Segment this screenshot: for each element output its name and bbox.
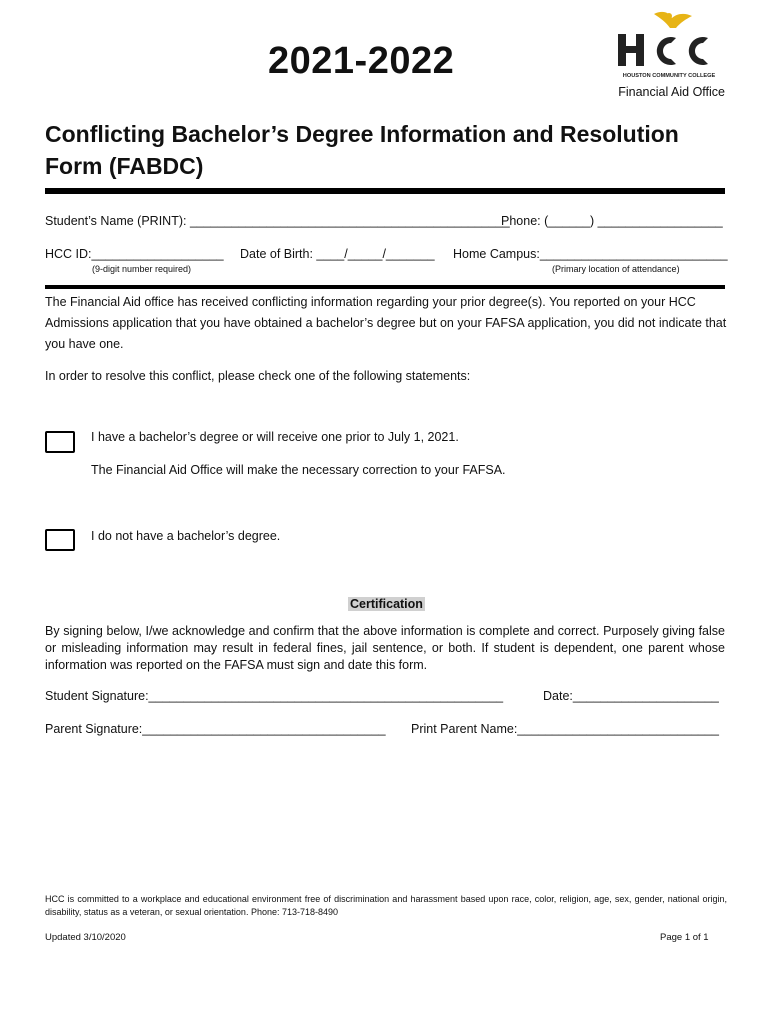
option-2-label: I do not have a bachelor’s degree. bbox=[91, 529, 281, 543]
hcc-letters bbox=[618, 34, 708, 66]
option-2-checkbox[interactable] bbox=[45, 529, 75, 551]
parent-signature-field[interactable]: Parent Signature:___________________________________ bbox=[45, 722, 386, 736]
eagle-icon bbox=[654, 12, 692, 28]
hcc-logo bbox=[614, 8, 724, 80]
certification-text: By signing below, I/we acknowledge and confirm that the above information is complete and correct. Purposely giving false or misleading information may result in federal fines, jail sentence, or both. If student is dependent, one parent whose information was reported on the FAFSA must sign and date this form. bbox=[45, 624, 725, 672]
option-1-label: I have a bachelor’s degree or will receive one prior to July 1, 2021. bbox=[91, 430, 459, 444]
option-1-note: The Financial Aid Office will make the necessary correction to your FAFSA. bbox=[91, 463, 506, 477]
page-number: Page 1 of 1 bbox=[660, 932, 709, 943]
hcc-id-hint: (9-digit number required) bbox=[92, 264, 192, 274]
form-year: 2021-2022 bbox=[268, 40, 455, 82]
student-signature-field[interactable]: Student Signature:___________________________________________________ bbox=[45, 689, 504, 703]
option-1-checkbox[interactable] bbox=[45, 431, 75, 453]
hcc-id-field[interactable]: HCC ID:___________________ bbox=[45, 247, 224, 261]
home-campus-field[interactable]: Home Campus:___________________________ bbox=[453, 247, 728, 261]
updated-date: Updated 3/10/2020 bbox=[45, 932, 126, 943]
date-of-birth-field[interactable]: Date of Birth: ____/_____/_______ bbox=[240, 247, 435, 261]
instruction-text: In order to resolve this conflict, please check one of the following statements: bbox=[45, 369, 471, 383]
title-divider bbox=[45, 188, 725, 194]
home-campus-hint: (Primary location of attendance) bbox=[552, 264, 680, 274]
hcc-tagline: HOUSTON COMMUNITY COLLEGE bbox=[622, 73, 716, 79]
date-field[interactable]: Date:_____________________ bbox=[543, 689, 719, 703]
parent-name-field[interactable]: Print Parent Name:_____________________________ bbox=[411, 722, 719, 736]
student-name-field[interactable]: Student’s Name (PRINT): ______________________________________________ bbox=[45, 214, 510, 228]
form-title: Conflicting Bachelor’s Degree Information and Resolution Form (FABDC) bbox=[45, 121, 679, 179]
fields-divider bbox=[45, 285, 725, 289]
nondiscrimination-notice: HCC is committed to a workplace and educational environment free of discrimination and harassment based upon race, color, religion, age, sex, gender, national origin, disability, status as a veteran, or sexual orientation. Phone: 713-718-8490 bbox=[45, 894, 727, 917]
phone-field[interactable]: Phone: (______) __________________ bbox=[501, 214, 723, 228]
certification-heading: Certification bbox=[350, 597, 423, 611]
office-name: Financial Aid Office bbox=[618, 85, 725, 99]
intro-paragraph: The Financial Aid office has received conflicting information regarding your prior degree(s). You reported on your HCC Admissions application that you have obtained a bachelor’s degree but on your FAFSA application, you did not indicate that you have one. bbox=[45, 295, 727, 351]
